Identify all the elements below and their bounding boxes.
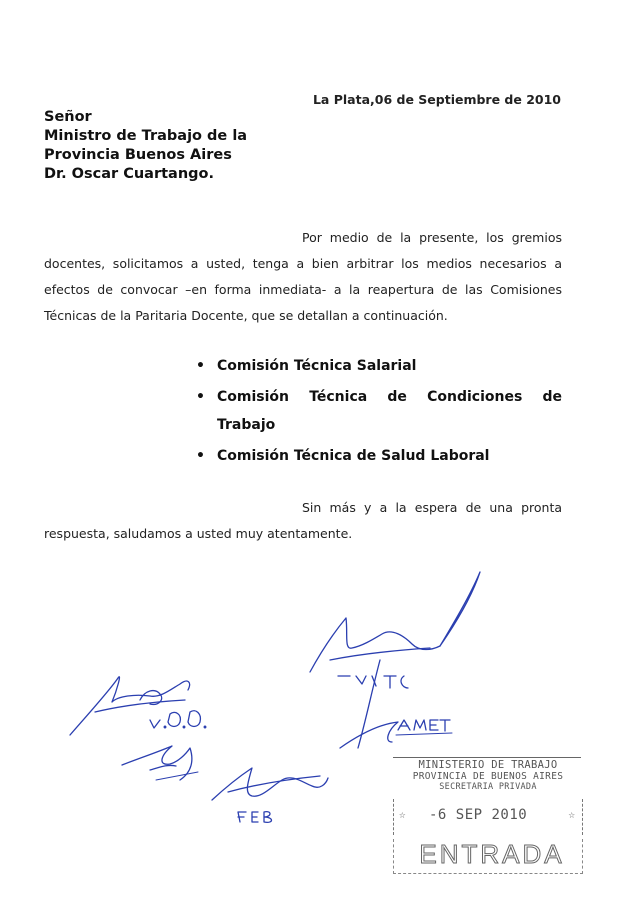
addressee-title: Ministro de Trabajo de la: [44, 128, 248, 144]
addressee-salutation: Señor: [44, 109, 92, 125]
signature-suteba: [310, 572, 480, 748]
bullet-icon: •: [196, 389, 205, 405]
body-paragraph-closing: Sin más y a la espera de una pronta respuesta, saludamos a usted muy atentamente.: [44, 500, 562, 541]
stamp-province: PROVINCIA DE BUENOS AIRES: [412, 771, 564, 782]
commission-label: Comisión Técnica de Salud Laboral: [217, 448, 490, 464]
bullet-icon: •: [196, 358, 205, 374]
signature-amet: [340, 720, 452, 748]
reception-stamp: [393, 757, 583, 875]
commission-label: Comisión Técnica de Condiciones de Trabajo: [217, 389, 562, 433]
stamp-office: SECRETARIA PRIVADA: [439, 782, 537, 792]
signature-sadop: [122, 746, 198, 780]
addressee-province: Provincia Buenos Aires: [44, 147, 232, 163]
stamp-ministry: MINISTERIO DE TRABAJO: [418, 759, 558, 771]
bullet-icon: •: [196, 448, 205, 464]
star-icon: ☆: [399, 808, 406, 821]
signature-feb: [212, 768, 328, 822]
star-icon: ☆: [568, 808, 575, 821]
stamp-entrada-label: ENTRADA: [419, 839, 565, 869]
commission-label: Comisión Técnica Salarial: [217, 358, 417, 374]
stamp-date: -6 SEP 2010: [429, 807, 528, 823]
signature-udd: [70, 677, 206, 735]
addressee-name: Dr. Oscar Cuartango.: [44, 166, 214, 182]
body-paragraph-request: Por medio de la presente, los gremios docentes, solicitamos a usted, tenga a bien arbitrar los medios necesarios a efectos de convocar –en forma inmediata- a la reapertura de las Comisiones Técnicas de la Paritaria Docente, que se detallan a continuación.: [44, 230, 562, 323]
letter-date: La Plata,06 de Septiembre de 2010: [312, 92, 561, 107]
